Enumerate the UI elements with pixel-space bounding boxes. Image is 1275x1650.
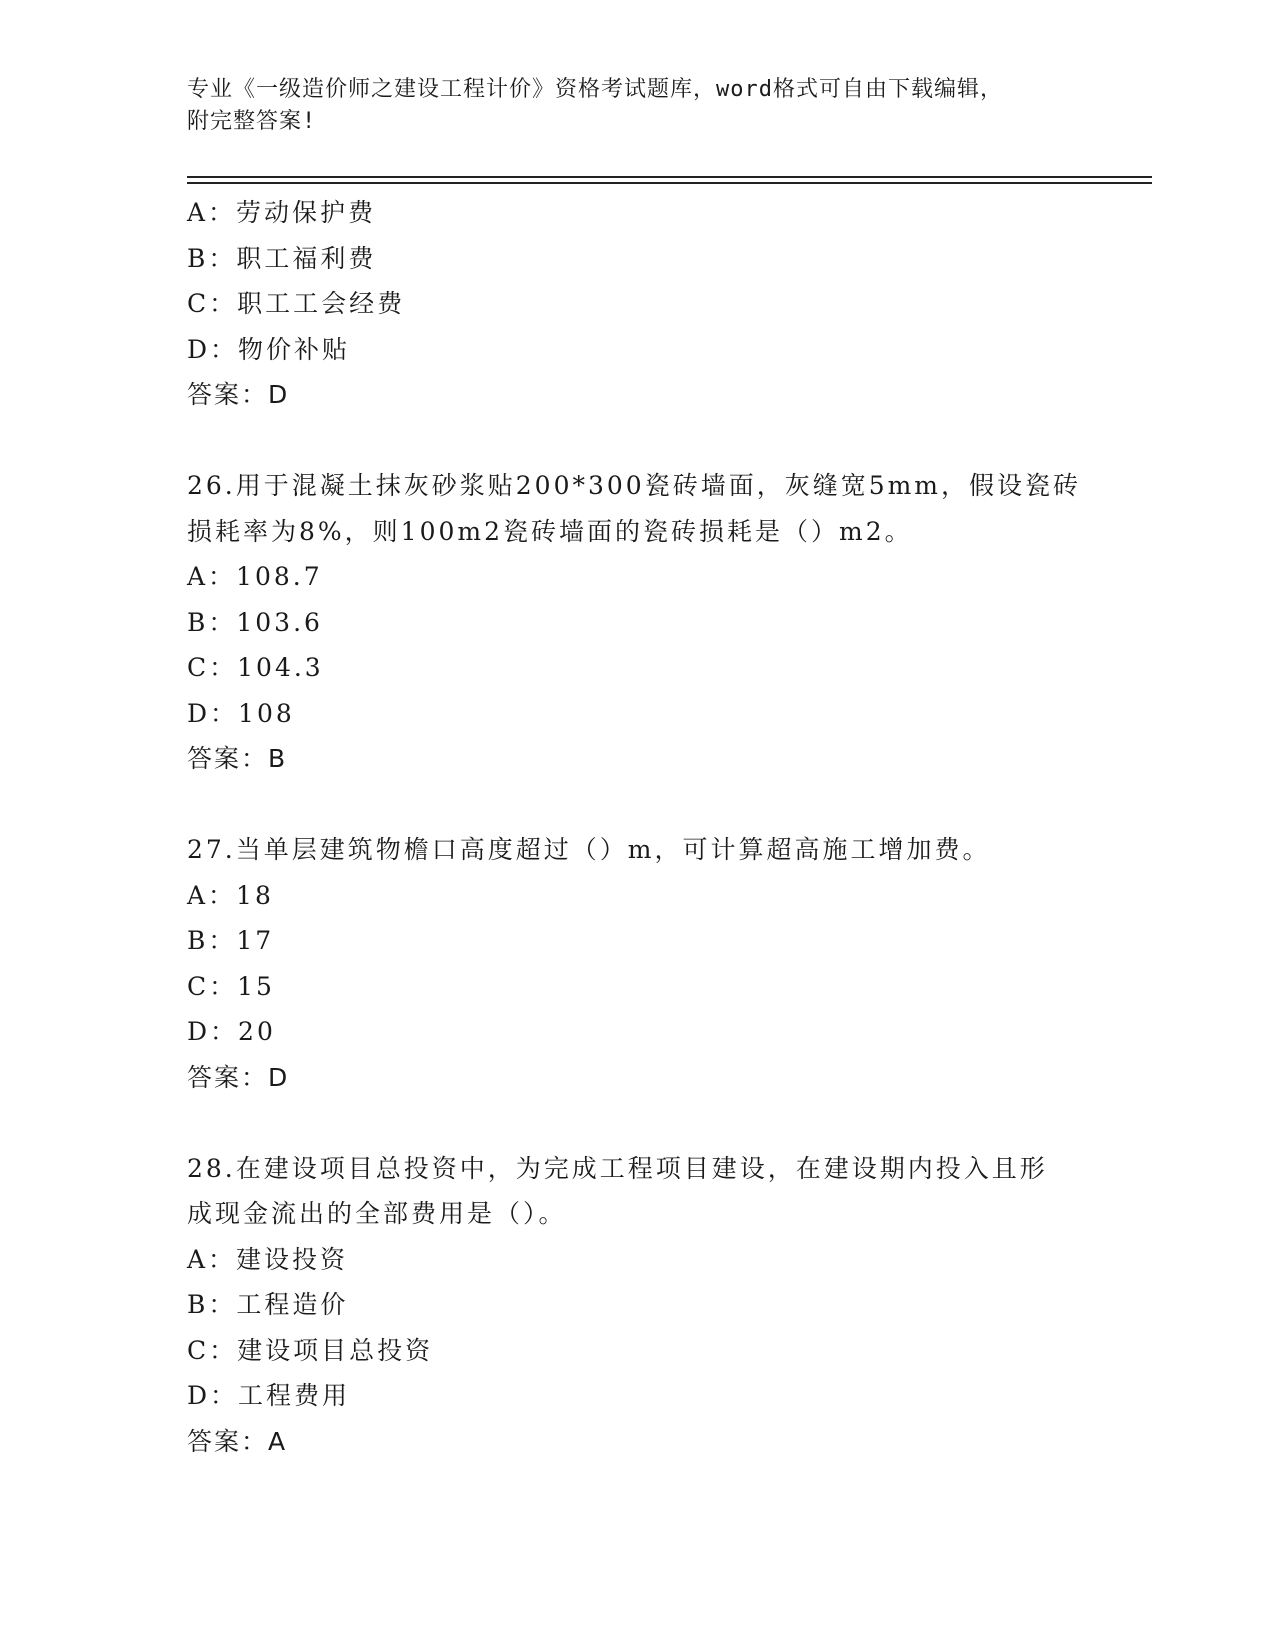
question-text-line-2: 成现金流出的全部费用是（）。 (187, 1199, 567, 1228)
question-block-26 (187, 463, 1107, 782)
option-b: B：103.6 (187, 607, 323, 637)
answer-line: 答案：B (187, 744, 288, 773)
answer-line: 答案：D (187, 380, 290, 409)
option-d: D：108 (187, 698, 295, 728)
option-d: D：工程费用 (187, 1381, 351, 1410)
header-line-2: 附完整答案! (187, 109, 317, 134)
option-a: A：劳动保护费 (187, 198, 377, 227)
spacer (187, 1100, 1107, 1146)
option-b: B：职工福利费 (187, 243, 377, 273)
option-d: D：20 (187, 1017, 276, 1046)
header-divider-bottom (187, 182, 1152, 184)
header-line-1: 专业《一级造价师之建设工程计价》资格考试题库，word格式可自由下载编辑， (187, 77, 1003, 102)
option-a: A：108.7 (187, 562, 323, 591)
answer-line: 答案：D (187, 1062, 290, 1092)
option-c: C：职工工会经费 (187, 289, 406, 318)
option-a: A：建设投资 (187, 1244, 349, 1274)
option-b: B：17 (187, 926, 275, 955)
spacer (187, 782, 1107, 828)
option-c: C：15 (187, 971, 275, 1001)
option-b: B：工程造价 (187, 1290, 349, 1319)
question-text-line-2: 损耗率为8%，则100m2瓷砖墙面的瓷砖损耗是（）m2。 (187, 516, 913, 546)
spacer (187, 418, 1107, 464)
document-header (187, 74, 1087, 138)
question-text-line-1: 28.在建设项目总投资中，为完成工程项目建设，在建设期内投入且形 (187, 1153, 1048, 1183)
question-text-line-1: 26.用于混凝土抹灰砂浆贴200*300瓷砖墙面，灰缝宽5mm，假设瓷砖 (187, 471, 1082, 500)
option-c: C：建设项目总投资 (187, 1335, 434, 1365)
option-d: D：物价补贴 (187, 334, 351, 364)
question-text-line-1: 27.当单层建筑物檐口高度超过（）m，可计算超高施工增加费。 (187, 835, 991, 864)
answer-line: 答案：A (187, 1426, 288, 1456)
question-list (187, 190, 1107, 1464)
header-divider-top (187, 176, 1152, 178)
question-block-28 (187, 1146, 1107, 1465)
option-a: A：18 (187, 880, 274, 910)
option-c: C：104.3 (187, 653, 324, 682)
question-block-27 (187, 827, 1107, 1100)
question-block-25 (187, 190, 1107, 418)
